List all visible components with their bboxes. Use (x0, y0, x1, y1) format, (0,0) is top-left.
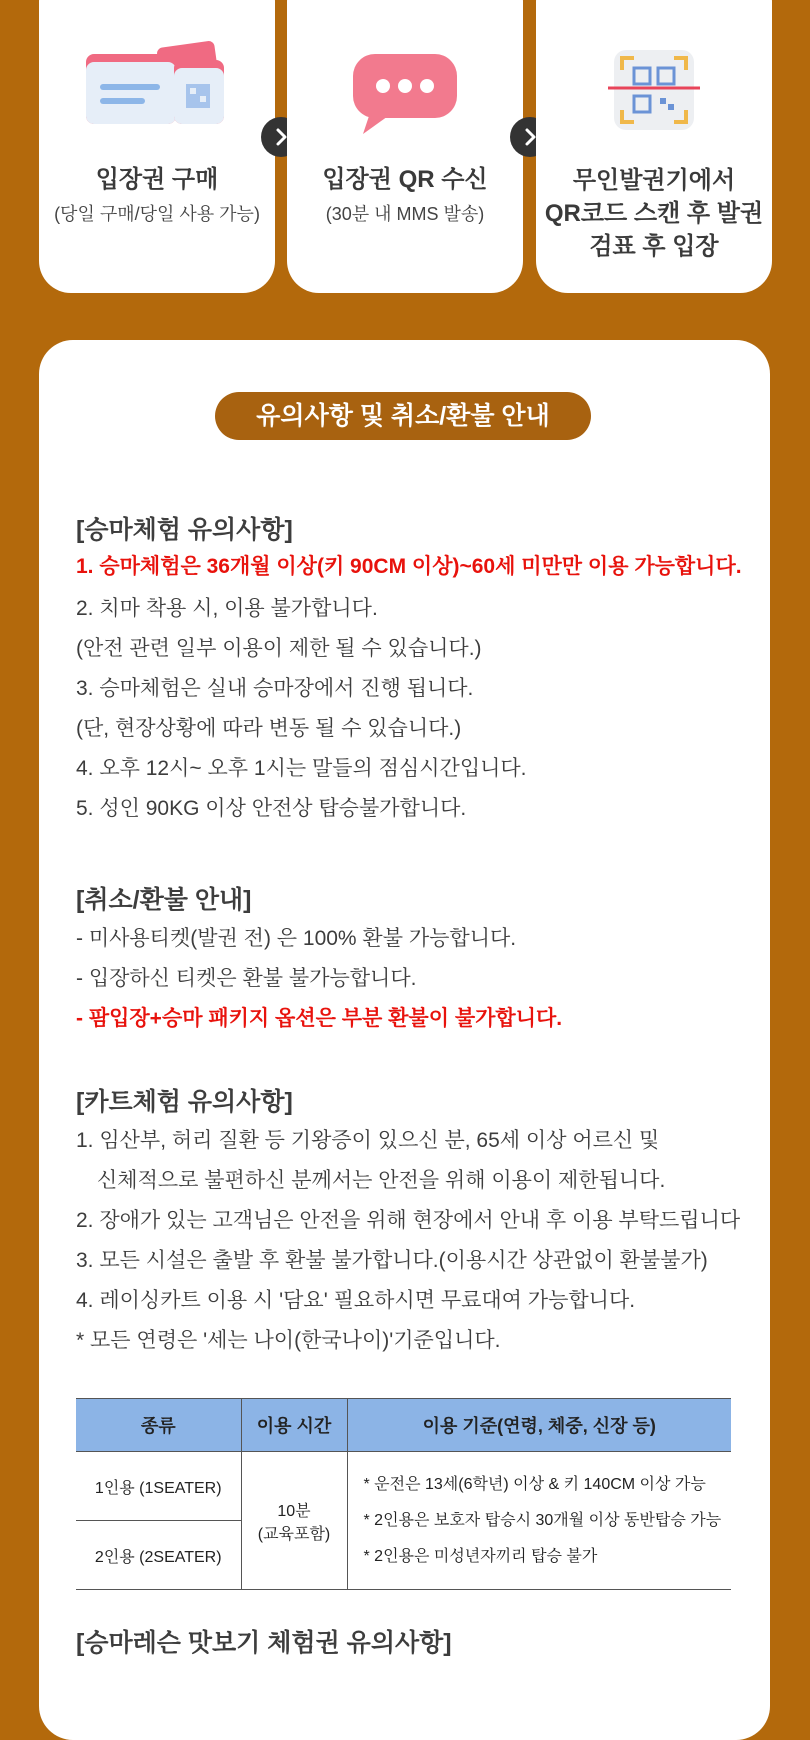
riding-line: (안전 관련 일부 이용이 제한 될 수 있습니다.) (76, 637, 482, 660)
step-title (536, 164, 772, 263)
refund-line: - 미사용티켓(발권 전) 은 100% 환불 가능합니다. (76, 927, 517, 950)
qr-scan-icon (604, 40, 704, 145)
table-cell-time (241, 1452, 347, 1590)
kart-heading: [카트체험 유의사항] (76, 1088, 293, 1116)
kart-line: 2. 장애가 있는 고객님은 안전을 위해 현장에서 안내 후 이용 부탁드립니다 (76, 1209, 741, 1232)
step-subtitle: (30분 내 MMS 발송) (325, 204, 485, 224)
step-card-purchase (39, 0, 275, 293)
chat-bubble-icon (345, 40, 465, 145)
table-header: 이용 시간 (241, 1399, 347, 1452)
riding-line: (단, 현장상황에 따라 변동 될 수 있습니다.) (76, 717, 462, 740)
time-note: (교육포함) (257, 1525, 331, 1543)
table-header: 종류 (76, 1399, 241, 1452)
step-title-line: QR코드 스캔 후 발권 (544, 200, 764, 227)
criteria-line: * 2인용은 미성년자끼리 탑승 불가 (363, 1547, 598, 1565)
riding-line: 2. 치마 착용 시, 이용 불가합니다. (76, 597, 378, 620)
step-title: 입장권 QR 수신 (322, 166, 488, 193)
step-title: 입장권 구매 (95, 166, 219, 193)
notice-title-pill: 유의사항 및 취소/환불 안내 (215, 392, 591, 440)
table-cell-criteria (347, 1452, 731, 1590)
step-card-kiosk (536, 0, 772, 293)
riding-line: 1. 승마체험은 36개월 이상(키 90CM 이상)~60세 미만만 이용 가능합니다. (76, 555, 742, 578)
criteria-line: * 2인용은 보호자 탑승시 30개월 이상 동반탑승 가능 (363, 1511, 722, 1529)
table-row (76, 1452, 731, 1521)
kart-line: 3. 모든 시설은 출발 후 환불 불가합니다.(이용시간 상관없이 환불불가) (76, 1249, 708, 1272)
kart-line: * 모든 연령은 '세는 나이(한국나이)'기준입니다. (76, 1329, 501, 1352)
refund-line: - 입장하신 티켓은 환불 불가능합니다. (76, 967, 417, 990)
time-value: 10분 (277, 1502, 311, 1520)
notice-card (39, 340, 770, 1740)
kart-line: 신체적으로 불편하신 분께서는 안전을 위해 이용이 제한됩니다. (97, 1169, 666, 1192)
riding-heading: [승마체험 유의사항] (76, 516, 293, 544)
riding-line: 4. 오후 12시~ 오후 1시는 말들의 점심시간입니다. (76, 757, 527, 780)
table-header: 이용 기준(연령, 체중, 신장 등) (347, 1399, 731, 1452)
table-header-row (76, 1399, 731, 1452)
refund-line: - 팜입장+승마 패키지 옵션은 부분 환불이 불가합니다. (76, 1007, 563, 1030)
kart-line: 1. 임산부, 허리 질환 등 기왕증이 있으신 분, 65세 이상 어르신 및 (76, 1129, 660, 1152)
ticket-icon (82, 40, 232, 145)
kart-line: 4. 레이싱카트 이용 시 '담요' 필요하시면 무료대여 가능합니다. (76, 1289, 636, 1312)
criteria-line: * 운전은 13세(6학년) 이상 & 키 140CM 이상 가능 (363, 1475, 706, 1493)
table-cell-type: 1인용 (1SEATER) (76, 1452, 241, 1521)
riding-line: 3. 승마체험은 실내 승마장에서 진행 됩니다. (76, 677, 474, 700)
riding-line: 5. 성인 90KG 이상 안전상 탑승불가합니다. (76, 797, 467, 820)
lesson-heading: [승마레슨 맛보기 체험권 유의사항] (76, 1629, 452, 1657)
kart-criteria-table (76, 1398, 731, 1590)
step-card-qr-receive (287, 0, 523, 293)
step-subtitle: (당일 구매/당일 사용 가능) (54, 204, 260, 224)
step-title-line: 검표 후 입장 (589, 233, 719, 260)
step-title-line: 무인발권기에서 (572, 167, 736, 194)
refund-heading: [취소/환불 안내] (76, 886, 252, 914)
table-cell-type: 2인용 (2SEATER) (76, 1521, 241, 1590)
entry-steps (0, 0, 810, 300)
